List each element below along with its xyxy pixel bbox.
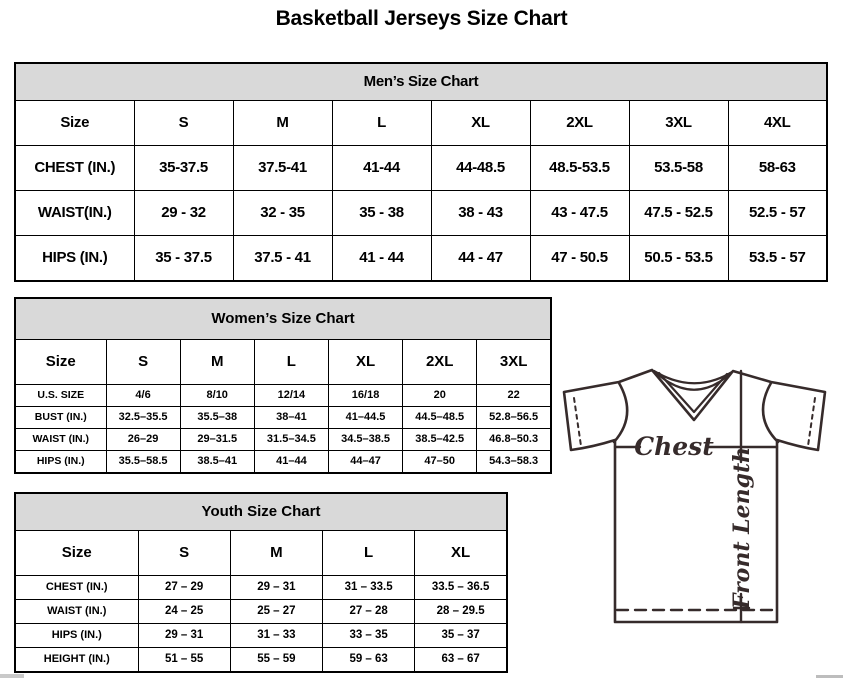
size-value-cell: 31 – 33 xyxy=(230,624,322,648)
size-value-cell: 29–31.5 xyxy=(180,429,254,451)
size-value-cell: 38 - 43 xyxy=(431,191,530,236)
column-header: M xyxy=(180,340,254,385)
column-header: M xyxy=(233,101,332,146)
column-header: S xyxy=(138,531,230,576)
size-value-cell: 29 - 32 xyxy=(134,191,233,236)
size-value-cell: 54.3–58.3 xyxy=(477,451,551,474)
row-label: WAIST (IN.) xyxy=(15,600,138,624)
page-title: Basketball Jerseys Size Chart xyxy=(275,7,568,30)
size-value-cell: 35 - 37.5 xyxy=(134,236,233,282)
table-row xyxy=(15,648,507,673)
row-label: BUST (IN.) xyxy=(15,407,106,429)
youth-size-chart xyxy=(14,492,508,673)
jersey-measurement-diagram xyxy=(553,358,835,630)
size-value-cell: 41–44 xyxy=(254,451,328,474)
front-length-label: Front Length xyxy=(729,446,755,610)
column-header: XL xyxy=(431,101,530,146)
size-value-cell: 37.5-41 xyxy=(233,146,332,191)
size-value-cell: 52.8–56.5 xyxy=(477,407,551,429)
size-value-cell: 48.5-53.5 xyxy=(530,146,629,191)
size-value-cell: 22 xyxy=(477,385,551,407)
table-row xyxy=(15,407,551,429)
size-value-cell: 58-63 xyxy=(728,146,827,191)
size-value-cell: 32.5–35.5 xyxy=(106,407,180,429)
size-value-cell: 47.5 - 52.5 xyxy=(629,191,728,236)
row-label: U.S. SIZE xyxy=(15,385,106,407)
size-value-cell: 63 – 67 xyxy=(415,648,507,673)
column-header: L xyxy=(323,531,415,576)
size-value-cell: 44–47 xyxy=(328,451,402,474)
size-value-cell: 28 – 29.5 xyxy=(415,600,507,624)
size-value-cell: 47 - 50.5 xyxy=(530,236,629,282)
size-value-cell: 4/6 xyxy=(106,385,180,407)
size-value-cell: 24 – 25 xyxy=(138,600,230,624)
size-value-cell: 41–44.5 xyxy=(328,407,402,429)
column-header: L xyxy=(332,101,431,146)
size-value-cell: 35 - 38 xyxy=(332,191,431,236)
size-value-cell: 31 – 33.5 xyxy=(323,576,415,600)
column-header: 2XL xyxy=(530,101,629,146)
column-header: 3XL xyxy=(477,340,551,385)
size-value-cell: 27 – 28 xyxy=(323,600,415,624)
size-value-cell: 51 – 55 xyxy=(138,648,230,673)
chart-title: Men’s Size Chart xyxy=(15,63,827,101)
column-header: M xyxy=(230,531,322,576)
column-header: XL xyxy=(328,340,402,385)
row-label: HIPS (IN.) xyxy=(15,451,106,474)
size-value-cell: 41 - 44 xyxy=(332,236,431,282)
size-value-cell: 43 - 47.5 xyxy=(530,191,629,236)
table-row xyxy=(15,600,507,624)
table-row xyxy=(15,146,827,191)
size-value-cell: 52.5 - 57 xyxy=(728,191,827,236)
size-value-cell: 53.5 - 57 xyxy=(728,236,827,282)
size-value-cell: 35.5–58.5 xyxy=(106,451,180,474)
row-label: HIPS (IN.) xyxy=(15,236,134,282)
column-header: Size xyxy=(15,531,138,576)
size-table xyxy=(14,492,508,673)
mens-size-chart xyxy=(14,62,828,282)
size-value-cell: 16/18 xyxy=(328,385,402,407)
size-value-cell: 44 - 47 xyxy=(431,236,530,282)
jersey-outline xyxy=(564,370,825,622)
size-value-cell: 59 – 63 xyxy=(323,648,415,673)
size-value-cell: 25 – 27 xyxy=(230,600,322,624)
size-table xyxy=(14,297,552,474)
size-value-cell: 41-44 xyxy=(332,146,431,191)
column-header: XL xyxy=(415,531,507,576)
row-label: WAIST (IN.) xyxy=(15,429,106,451)
row-label: HIPS (IN.) xyxy=(15,624,138,648)
size-value-cell: 46.8–50.3 xyxy=(477,429,551,451)
scrollbar-fragment-right xyxy=(816,675,843,678)
size-value-cell: 38–41 xyxy=(254,407,328,429)
table-row xyxy=(15,451,551,474)
column-header: Size xyxy=(15,101,134,146)
column-header: S xyxy=(106,340,180,385)
table-row xyxy=(15,236,827,282)
size-value-cell: 32 - 35 xyxy=(233,191,332,236)
column-header: Size xyxy=(15,340,106,385)
size-value-cell: 55 – 59 xyxy=(230,648,322,673)
size-value-cell: 34.5–38.5 xyxy=(328,429,402,451)
table-row xyxy=(15,576,507,600)
table-row xyxy=(15,191,827,236)
size-value-cell: 29 – 31 xyxy=(230,576,322,600)
row-label: CHEST (IN.) xyxy=(15,146,134,191)
size-value-cell: 8/10 xyxy=(180,385,254,407)
size-value-cell: 12/14 xyxy=(254,385,328,407)
chest-label: Chest xyxy=(634,432,714,461)
size-value-cell: 33 – 35 xyxy=(323,624,415,648)
column-header: S xyxy=(134,101,233,146)
size-value-cell: 29 – 31 xyxy=(138,624,230,648)
size-value-cell: 38.5–41 xyxy=(180,451,254,474)
size-table xyxy=(14,62,828,282)
column-header: 4XL xyxy=(728,101,827,146)
size-value-cell: 35-37.5 xyxy=(134,146,233,191)
size-value-cell: 31.5–34.5 xyxy=(254,429,328,451)
size-value-cell: 50.5 - 53.5 xyxy=(629,236,728,282)
column-header: L xyxy=(254,340,328,385)
column-header: 3XL xyxy=(629,101,728,146)
size-value-cell: 27 – 29 xyxy=(138,576,230,600)
row-label: WAIST(IN.) xyxy=(15,191,134,236)
row-label: CHEST (IN.) xyxy=(15,576,138,600)
table-row xyxy=(15,429,551,451)
table-row xyxy=(15,624,507,648)
size-value-cell: 35 – 37 xyxy=(415,624,507,648)
size-value-cell: 38.5–42.5 xyxy=(403,429,477,451)
size-value-cell: 33.5 – 36.5 xyxy=(415,576,507,600)
size-value-cell: 20 xyxy=(403,385,477,407)
chart-title: Youth Size Chart xyxy=(15,493,507,531)
womens-size-chart xyxy=(14,297,552,474)
size-value-cell: 44.5–48.5 xyxy=(403,407,477,429)
size-value-cell: 44-48.5 xyxy=(431,146,530,191)
column-header: 2XL xyxy=(403,340,477,385)
size-value-cell: 26–29 xyxy=(106,429,180,451)
chart-title: Women’s Size Chart xyxy=(15,298,551,340)
table-row xyxy=(15,385,551,407)
size-value-cell: 37.5 - 41 xyxy=(233,236,332,282)
jersey-diagram-svg xyxy=(553,358,835,630)
size-value-cell: 53.5-58 xyxy=(629,146,728,191)
row-label: HEIGHT (IN.) xyxy=(15,648,138,673)
size-value-cell: 47–50 xyxy=(403,451,477,474)
size-value-cell: 35.5–38 xyxy=(180,407,254,429)
scrollbar-fragment-left xyxy=(0,674,24,678)
